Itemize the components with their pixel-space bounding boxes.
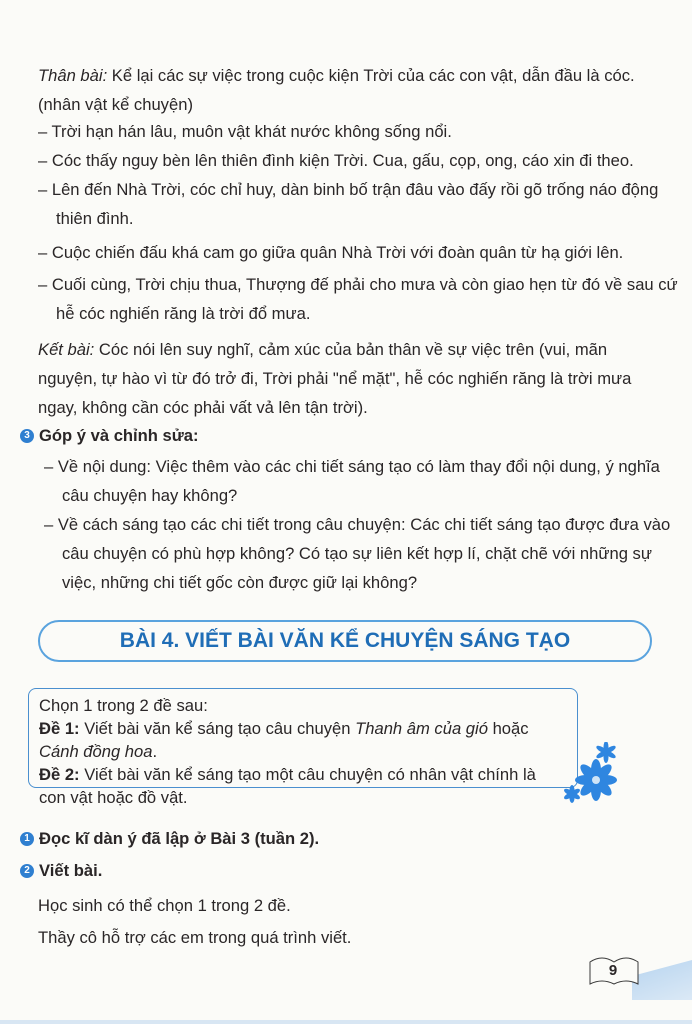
event-item: – Trời hạn hán lâu, muôn vật khát nước không sống nổi. — [38, 122, 452, 141]
event-item: – Cuối cùng, Trời chịu thua, Thượng đế phải cho mưa và còn giao hẹn từ đó về sau cứ hễ cóc nghiến răng là trời đổ mưa. — [38, 275, 678, 323]
feedback-heading-text: Góp ý và chỉnh sửa: — [39, 426, 199, 445]
task-box — [28, 688, 578, 807]
flower-decoration-icon — [562, 742, 622, 804]
step-number-icon: 1 — [20, 832, 34, 846]
ket-bai-label: Kết bài: — [38, 340, 95, 359]
event-item: – Lên đến Nhà Trời, cóc chỉ huy, dàn binh bố trận đâu vào đấy rồi gõ trống náo động thiên đình. — [38, 180, 659, 228]
bottom-border — [0, 1020, 692, 1024]
than-bai-paragraph — [38, 61, 666, 119]
ket-bai-text: Cóc nói lên suy nghĩ, cảm xúc của bản thân về sự việc trên (vui, mãn nguyện, tự hào vì từ đó trở đi, Trời phải "nể mặt", hễ cóc nghiến răng là trời mưa ngay, không cần cóc phải vất vả lên tận trời). — [38, 340, 632, 417]
feedback-heading — [20, 426, 199, 446]
lesson-title: BÀI 4. VIẾT BÀI VĂN KỂ CHUYỆN SÁNG TẠO — [38, 620, 652, 662]
de-1-text: hoặc — [487, 719, 529, 738]
feedback-item: – Về nội dung: Việc thêm vào các chi tiết sáng tạo có làm thay đổi nội dung, ý nghĩa câu chuyện hay không? — [44, 457, 660, 505]
step-number-icon: 3 — [20, 429, 34, 443]
note-line: Thầy cô hỗ trợ các em trong quá trình viết. — [38, 928, 352, 947]
than-bai-label: Thân bài: — [38, 66, 108, 85]
de-1-label: Đề 1: — [39, 719, 80, 738]
ket-bai-paragraph — [38, 335, 666, 422]
step-1 — [20, 829, 319, 849]
story-title: Thanh âm của gió — [355, 719, 488, 738]
note-line: Học sinh có thể chọn 1 trong 2 đề. — [38, 896, 291, 915]
step-number-icon: 2 — [20, 864, 34, 878]
step-label: Viết bài. — [39, 861, 103, 880]
step-2 — [20, 861, 102, 881]
story-title: Cánh đồng hoa — [39, 742, 153, 761]
step-label: Đọc kĩ dàn ý đã lập ở Bài 3 (tuần 2). — [39, 829, 320, 848]
page-number: 9 — [608, 962, 618, 979]
de-2-text: Viết bài văn kể sáng tạo một câu chuyện có nhân vật chính là con vật hoặc đồ vật. — [39, 765, 536, 807]
task-intro: Chọn 1 trong 2 đề sau: — [39, 696, 208, 715]
feedback-item: – Về cách sáng tạo các chi tiết trong câu chuyện: Các chi tiết sáng tạo được đưa vào câu chuyện có phù hợp không? Có tạo sự liên kết hợp lí, chặt chẽ với những sự việc, những chi tiết gốc còn được giữ lại không? — [44, 515, 671, 592]
event-item: – Cuộc chiến đấu khá cam go giữa quân Nhà Trời với đoàn quân từ hạ giới lên. — [38, 243, 624, 262]
task-de-1 — [39, 717, 567, 763]
event-item: – Cóc thấy nguy bèn lên thiên đình kiện Trời. Cua, gấu, cọp, ong, cáo xin đi theo. — [38, 151, 634, 170]
de-2-label: Đề 2: — [39, 765, 80, 784]
than-bai-text: Kể lại các sự việc trong cuộc kiện Trời của các con vật, dẫn đầu là cóc. (nhân vật kể chuyện) — [38, 66, 635, 114]
task-de-2 — [39, 763, 567, 809]
de-1-text: Viết bài văn kể sáng tạo câu chuyện — [79, 719, 356, 738]
de-1-text: . — [152, 742, 158, 761]
